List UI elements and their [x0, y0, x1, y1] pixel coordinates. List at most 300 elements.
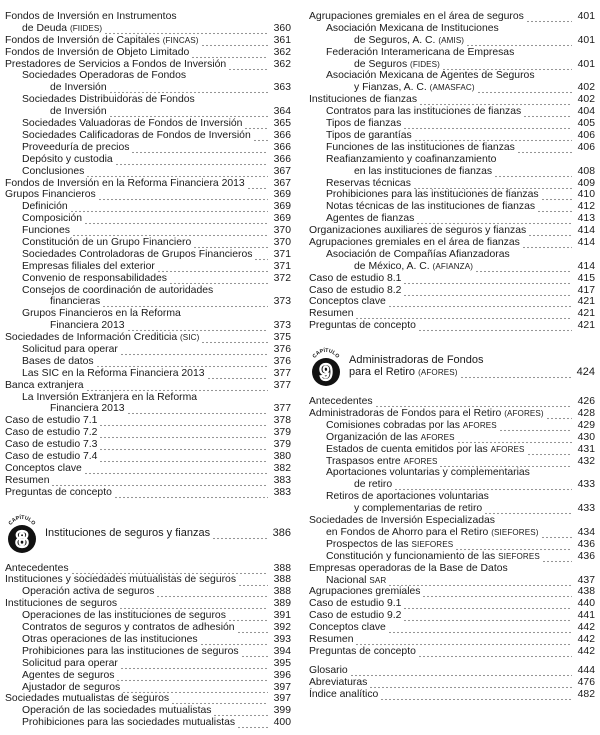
page-number[interactable]: 369: [273, 189, 291, 201]
toc-entry-row[interactable]: [5, 451, 291, 463]
toc-entry[interactable]: [5, 166, 291, 178]
toc-entry-row[interactable]: [5, 622, 291, 634]
toc-entry-row[interactable]: [5, 682, 291, 694]
toc-entry-row[interactable]: [309, 610, 595, 622]
toc-entry[interactable]: [309, 396, 595, 408]
toc-entry[interactable]: [5, 380, 291, 392]
toc-entry[interactable]: [309, 634, 595, 646]
toc-entry-title[interactable]: [309, 634, 353, 646]
toc-entry-row[interactable]: [309, 308, 595, 320]
toc-entry-title[interactable]: [309, 408, 544, 420]
toc-entry[interactable]: [5, 273, 291, 285]
toc-entry[interactable]: [5, 717, 291, 729]
toc-entry-title[interactable]: [5, 574, 236, 586]
toc-entry-title[interactable]: [22, 154, 113, 166]
toc-entry[interactable]: [5, 451, 291, 463]
chapter-8-heading[interactable]: [5, 511, 291, 557]
toc-entry-row[interactable]: [5, 717, 291, 729]
toc-entry[interactable]: [309, 444, 595, 456]
toc-entry-row[interactable]: [5, 658, 291, 670]
toc-entry-row[interactable]: [309, 59, 595, 71]
toc-entry-row[interactable]: [309, 586, 595, 598]
toc-entry-title[interactable]: [22, 201, 68, 213]
toc-entry[interactable]: [309, 665, 595, 677]
page-number[interactable]: 369: [273, 201, 291, 213]
toc-entry-title[interactable]: [309, 665, 348, 677]
toc-entry-title[interactable]: [309, 598, 401, 610]
toc-entry[interactable]: [309, 539, 595, 551]
toc-entry[interactable]: [5, 118, 291, 130]
toc-entry-title[interactable]: [326, 575, 386, 587]
page-number[interactable]: 414: [577, 225, 595, 237]
page-number[interactable]: 367: [273, 165, 291, 177]
toc-entry-title[interactable]: [22, 213, 82, 225]
toc-entry[interactable]: [309, 610, 595, 622]
page-number[interactable]: 397: [273, 693, 291, 705]
page-number[interactable]: 378: [273, 415, 291, 427]
toc-entry-row[interactable]: [309, 634, 595, 646]
page-number[interactable]: 393: [273, 633, 291, 645]
toc-entry[interactable]: [309, 320, 595, 332]
toc-entry-title[interactable]: [22, 717, 235, 729]
page-number[interactable]: 401: [577, 10, 595, 22]
page-number[interactable]: 426: [577, 396, 595, 408]
page-number[interactable]: 442: [577, 633, 595, 645]
toc-entry[interactable]: [309, 178, 595, 190]
page-number[interactable]: 391: [273, 610, 291, 622]
toc-entry-row[interactable]: [309, 273, 595, 285]
page-number[interactable]: 362: [273, 46, 291, 58]
toc-entry[interactable]: [309, 689, 595, 701]
toc-entry-title[interactable]: [22, 622, 235, 634]
toc-entry-row[interactable]: [5, 563, 291, 575]
toc-entry-row[interactable]: [309, 665, 595, 677]
toc-entry[interactable]: [309, 456, 595, 468]
toc-entry[interactable]: [5, 249, 291, 261]
toc-entry-row[interactable]: [5, 439, 291, 451]
page-number[interactable]: 434: [577, 526, 595, 538]
page-number[interactable]: 410: [577, 189, 595, 201]
page-number[interactable]: 366: [273, 141, 291, 153]
toc-entry[interactable]: [309, 94, 595, 106]
toc-entry-row[interactable]: [309, 201, 595, 213]
toc-entry[interactable]: [309, 420, 595, 432]
toc-entry-row[interactable]: [5, 201, 291, 213]
page-number[interactable]: 401: [577, 58, 595, 70]
page-number[interactable]: 476: [577, 676, 595, 688]
toc-entry-row[interactable]: [5, 320, 291, 332]
toc-entry-title[interactable]: [5, 463, 82, 475]
toc-entry[interactable]: [309, 70, 595, 94]
toc-entry-row[interactable]: [309, 575, 595, 587]
page-number[interactable]: 397: [273, 681, 291, 693]
page-number[interactable]: 383: [273, 486, 291, 498]
page-number[interactable]: 388: [273, 562, 291, 574]
toc-entry-row[interactable]: [5, 344, 291, 356]
page-number[interactable]: 421: [577, 296, 595, 308]
toc-entry-row[interactable]: [309, 551, 595, 563]
toc-entry-row[interactable]: [309, 479, 595, 491]
page-number[interactable]: 363: [273, 82, 291, 94]
toc-entry-title[interactable]: [326, 456, 437, 468]
toc-entry-row[interactable]: [5, 332, 291, 344]
toc-entry-title[interactable]: [22, 166, 84, 178]
toc-entry-title[interactable]: [22, 225, 70, 237]
toc-entry[interactable]: [5, 142, 291, 154]
toc-entry-title[interactable]: [309, 677, 367, 689]
toc-entry[interactable]: [5, 658, 291, 670]
toc-entry-row[interactable]: [5, 166, 291, 178]
toc-entry-row[interactable]: [309, 35, 595, 47]
chapter-title-text[interactable]: [349, 367, 458, 379]
page-number[interactable]: 431: [577, 443, 595, 455]
toc-entry-title[interactable]: [309, 237, 520, 249]
toc-entry-row[interactable]: [5, 59, 291, 71]
toc-entry-row[interactable]: [5, 415, 291, 427]
page-number[interactable]: 379: [273, 427, 291, 439]
page-number[interactable]: 371: [273, 260, 291, 272]
page-number[interactable]: 482: [577, 688, 595, 700]
page-number[interactable]: 401: [577, 34, 595, 46]
toc-entry-title[interactable]: [326, 551, 540, 563]
toc-entry-title[interactable]: [326, 189, 539, 201]
toc-entry-title[interactable]: [5, 189, 96, 201]
toc-entry-title[interactable]: [326, 106, 521, 118]
toc-entry[interactable]: [5, 622, 291, 634]
toc-entry-row[interactable]: [5, 463, 291, 475]
toc-entry-title[interactable]: [309, 610, 401, 622]
toc-entry-row[interactable]: [309, 261, 595, 273]
page-number[interactable]: 414: [577, 236, 595, 248]
toc-entry[interactable]: [5, 261, 291, 273]
toc-entry-title[interactable]: [22, 586, 154, 598]
toc-entry-row[interactable]: [5, 47, 291, 59]
toc-entry[interactable]: [309, 551, 595, 563]
toc-entry-title[interactable]: [22, 356, 94, 368]
toc-entry[interactable]: [5, 693, 291, 705]
toc-entry-title[interactable]: [326, 201, 535, 213]
toc-entry-row[interactable]: [5, 356, 291, 368]
page-number[interactable]: 414: [577, 260, 595, 272]
toc-entry-title[interactable]: [22, 658, 118, 670]
page-number[interactable]: 370: [273, 225, 291, 237]
toc-entry-title[interactable]: [22, 142, 129, 154]
page-number[interactable]: 442: [577, 622, 595, 634]
toc-entry[interactable]: [5, 59, 291, 71]
toc-entry-title[interactable]: [326, 213, 414, 225]
toc-entry-title[interactable]: [5, 59, 226, 71]
page-number[interactable]: 361: [273, 34, 291, 46]
page-number[interactable]: 395: [273, 657, 291, 669]
page-number[interactable]: 394: [273, 645, 291, 657]
toc-entry-row[interactable]: [309, 408, 595, 420]
toc-entry[interactable]: [309, 646, 595, 658]
toc-entry-row[interactable]: [309, 527, 595, 539]
toc-entry-title[interactable]: [309, 273, 401, 285]
toc-entry-title[interactable]: [22, 646, 239, 658]
toc-entry-title[interactable]: [326, 118, 401, 130]
toc-entry-row[interactable]: [309, 320, 595, 332]
toc-entry-row[interactable]: [309, 11, 595, 23]
page-number[interactable]: 436: [577, 550, 595, 562]
toc-entry-title[interactable]: [22, 670, 114, 682]
toc-entry[interactable]: [309, 598, 595, 610]
toc-entry[interactable]: [5, 356, 291, 368]
toc-entry-title[interactable]: [5, 178, 245, 190]
toc-entry[interactable]: [309, 23, 595, 47]
toc-entry-title[interactable]: [22, 273, 167, 285]
page-number[interactable]: 424: [576, 366, 595, 379]
toc-entry-title[interactable]: [309, 308, 353, 320]
page-number[interactable]: 404: [577, 106, 595, 118]
toc-entry[interactable]: [5, 427, 291, 439]
toc-entry-row[interactable]: [5, 403, 291, 415]
page-number[interactable]: 366: [273, 129, 291, 141]
toc-entry-row[interactable]: [5, 475, 291, 487]
page-number[interactable]: 370: [273, 236, 291, 248]
toc-entry[interactable]: [5, 586, 291, 598]
page-number[interactable]: 367: [273, 177, 291, 189]
toc-entry[interactable]: [309, 142, 595, 154]
toc-entry-row[interactable]: [5, 610, 291, 622]
toc-entry-title[interactable]: [354, 166, 492, 178]
page-number[interactable]: 399: [273, 705, 291, 717]
toc-entry-row[interactable]: [309, 444, 595, 456]
toc-entry-row[interactable]: [5, 225, 291, 237]
page-number[interactable]: 429: [577, 419, 595, 431]
page-number[interactable]: 373: [273, 296, 291, 308]
toc-entry-row[interactable]: [309, 285, 595, 297]
page-number[interactable]: 386: [272, 526, 291, 539]
toc-entry-title[interactable]: [50, 82, 107, 94]
toc-entry-row[interactable]: [309, 503, 595, 515]
toc-entry-title[interactable]: [354, 479, 392, 491]
chapter-title-row[interactable]: [45, 528, 291, 540]
toc-entry-title[interactable]: [309, 285, 401, 297]
toc-entry-title[interactable]: [309, 94, 417, 106]
page-number[interactable]: 437: [577, 574, 595, 586]
page-number[interactable]: 380: [273, 451, 291, 463]
toc-entry-row[interactable]: [5, 237, 291, 249]
toc-entry[interactable]: [5, 70, 291, 94]
toc-entry-title[interactable]: [326, 130, 412, 142]
toc-entry-title[interactable]: [50, 106, 107, 118]
toc-entry-title[interactable]: [22, 23, 102, 35]
toc-entry[interactable]: [309, 677, 595, 689]
page-number[interactable]: 421: [577, 320, 595, 332]
toc-entry-row[interactable]: [5, 106, 291, 118]
toc-entry[interactable]: [5, 368, 291, 380]
toc-entry[interactable]: [309, 130, 595, 142]
toc-entry-row[interactable]: [5, 23, 291, 35]
page-number[interactable]: 383: [273, 474, 291, 486]
page-number[interactable]: 430: [577, 431, 595, 443]
toc-entry[interactable]: [5, 705, 291, 717]
toc-entry-row[interactable]: [5, 598, 291, 610]
toc-entry-row[interactable]: [5, 670, 291, 682]
toc-entry[interactable]: [309, 273, 595, 285]
toc-entry[interactable]: [5, 154, 291, 166]
toc-entry[interactable]: [309, 467, 595, 491]
toc-entry[interactable]: [5, 610, 291, 622]
toc-entry-title[interactable]: [309, 622, 386, 634]
toc-entry[interactable]: [5, 598, 291, 610]
toc-entry-row[interactable]: [309, 296, 595, 308]
toc-entry[interactable]: [5, 213, 291, 225]
page-number[interactable]: 365: [273, 118, 291, 130]
toc-entry-title[interactable]: [22, 237, 191, 249]
toc-entry-row[interactable]: [309, 237, 595, 249]
toc-entry-row[interactable]: [309, 677, 595, 689]
toc-entry-title[interactable]: [5, 415, 97, 427]
toc-entry-row[interactable]: [5, 273, 291, 285]
toc-entry-title[interactable]: [309, 225, 526, 237]
chapter-title[interactable]: [45, 528, 291, 540]
chapter-title-row[interactable]: [349, 367, 595, 379]
toc-entry-row[interactable]: [5, 296, 291, 308]
page-number[interactable]: 376: [273, 344, 291, 355]
toc-entry[interactable]: [309, 189, 595, 201]
toc-entry[interactable]: [309, 11, 595, 23]
page-number[interactable]: 377: [273, 379, 291, 391]
toc-entry-title[interactable]: [354, 59, 440, 71]
toc-entry-title[interactable]: [50, 296, 100, 308]
page-number[interactable]: 377: [273, 403, 291, 415]
toc-entry-row[interactable]: [309, 646, 595, 658]
toc-entry-title[interactable]: [354, 35, 464, 47]
toc-entry[interactable]: [5, 475, 291, 487]
page-number[interactable]: 369: [273, 213, 291, 225]
toc-entry[interactable]: [5, 308, 291, 332]
toc-entry-title[interactable]: [50, 403, 125, 415]
toc-entry[interactable]: [5, 682, 291, 694]
toc-entry-row[interactable]: [309, 213, 595, 225]
toc-entry-row[interactable]: [309, 622, 595, 634]
page-number[interactable]: 428: [577, 408, 595, 419]
toc-entry-row[interactable]: [309, 130, 595, 142]
page-number[interactable]: 376: [273, 355, 291, 367]
toc-entry-row[interactable]: [5, 427, 291, 439]
toc-entry[interactable]: [309, 285, 595, 297]
page-number[interactable]: 382: [273, 462, 291, 474]
page-number[interactable]: 375: [273, 332, 291, 344]
toc-entry[interactable]: [5, 237, 291, 249]
toc-entry-row[interactable]: [309, 432, 595, 444]
toc-entry-row[interactable]: [5, 646, 291, 658]
page-number[interactable]: 417: [577, 284, 595, 296]
toc-entry-title[interactable]: [5, 427, 97, 439]
chapter-title[interactable]: [349, 355, 595, 379]
toc-entry-row[interactable]: [5, 213, 291, 225]
toc-entry-row[interactable]: [5, 575, 291, 587]
toc-entry[interactable]: [309, 432, 595, 444]
toc-entry[interactable]: [5, 634, 291, 646]
page-number[interactable]: 413: [577, 213, 595, 225]
toc-entry-title[interactable]: [309, 646, 416, 658]
toc-entry-title[interactable]: [5, 47, 189, 59]
toc-entry[interactable]: [309, 622, 595, 634]
toc-entry-title[interactable]: [22, 610, 226, 622]
page-number[interactable]: 441: [577, 610, 595, 622]
toc-entry-title[interactable]: [309, 586, 420, 598]
toc-entry-title[interactable]: [309, 296, 386, 308]
toc-entry-title[interactable]: [5, 451, 97, 463]
toc-entry[interactable]: [5, 415, 291, 427]
toc-entry-title[interactable]: [309, 11, 524, 23]
toc-entry-title[interactable]: [5, 439, 97, 451]
toc-entry[interactable]: [309, 515, 595, 539]
chapter-title-text[interactable]: [45, 528, 210, 540]
page-number[interactable]: 408: [577, 165, 595, 177]
page-number[interactable]: 392: [273, 622, 291, 634]
toc-entry[interactable]: [5, 575, 291, 587]
toc-entry-title[interactable]: [326, 178, 411, 190]
toc-entry[interactable]: [309, 563, 595, 587]
toc-entry-title[interactable]: [50, 320, 125, 332]
page-number[interactable]: 405: [577, 118, 595, 130]
page-number[interactable]: 371: [273, 248, 291, 260]
toc-entry[interactable]: [309, 118, 595, 130]
toc-entry-row[interactable]: [5, 380, 291, 392]
toc-entry-title[interactable]: [354, 261, 473, 273]
toc-entry-title[interactable]: [22, 261, 155, 273]
page-number[interactable]: 415: [577, 272, 595, 284]
toc-entry-title[interactable]: [5, 487, 112, 499]
toc-entry-title[interactable]: [354, 503, 482, 515]
page-number[interactable]: 360: [273, 22, 291, 34]
page-number[interactable]: 388: [273, 574, 291, 586]
page-number[interactable]: 421: [577, 308, 595, 320]
toc-entry-title[interactable]: [5, 380, 84, 392]
page-number[interactable]: 436: [577, 538, 595, 550]
toc-entry[interactable]: [5, 646, 291, 658]
toc-entry[interactable]: [5, 332, 291, 344]
toc-entry[interactable]: [309, 106, 595, 118]
page-number[interactable]: 438: [577, 586, 595, 598]
toc-entry[interactable]: [5, 463, 291, 475]
page-number[interactable]: 402: [577, 94, 595, 106]
toc-entry-title[interactable]: [354, 82, 475, 94]
toc-entry[interactable]: [5, 487, 291, 499]
page-number[interactable]: 409: [577, 177, 595, 189]
toc-entry-title[interactable]: [22, 368, 205, 380]
toc-entry-row[interactable]: [309, 178, 595, 190]
toc-entry-title[interactable]: [309, 320, 416, 332]
toc-entry-row[interactable]: [309, 82, 595, 94]
toc-entry-row[interactable]: [5, 634, 291, 646]
toc-entry-title[interactable]: [22, 682, 120, 694]
toc-entry-row[interactable]: [5, 261, 291, 273]
toc-entry-row[interactable]: [309, 396, 595, 408]
toc-entry-row[interactable]: [5, 487, 291, 499]
toc-entry-row[interactable]: [309, 189, 595, 201]
toc-entry-row[interactable]: [5, 118, 291, 130]
page-number[interactable]: 442: [577, 645, 595, 657]
toc-entry[interactable]: [5, 130, 291, 142]
toc-entry[interactable]: [5, 670, 291, 682]
toc-entry-row[interactable]: [5, 82, 291, 94]
toc-entry-title[interactable]: [309, 396, 373, 408]
toc-entry[interactable]: [5, 285, 291, 309]
toc-entry-row[interactable]: [5, 693, 291, 705]
toc-entry-row[interactable]: [5, 705, 291, 717]
toc-entry-row[interactable]: [309, 142, 595, 154]
toc-entry-title[interactable]: [5, 332, 199, 344]
toc-entry-row[interactable]: [5, 586, 291, 598]
toc-entry-title[interactable]: [5, 598, 117, 610]
page-number[interactable]: 440: [577, 598, 595, 610]
toc-entry-row[interactable]: [309, 420, 595, 432]
